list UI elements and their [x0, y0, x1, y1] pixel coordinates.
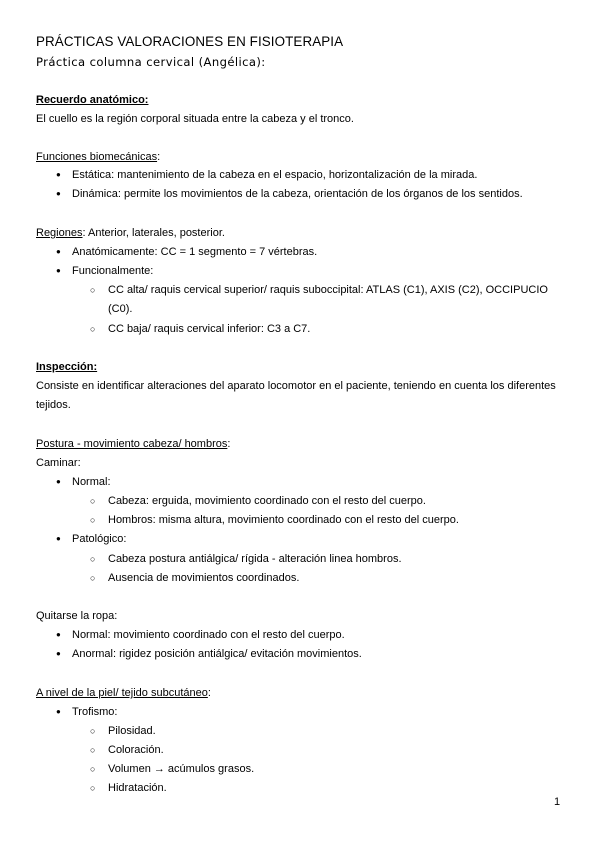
sub-list-item-continuation: (C0).	[108, 303, 133, 315]
funciones-heading-colon: :	[157, 151, 161, 163]
bullet-icon	[56, 168, 61, 182]
piel-heading-text: A nivel de la piel/ tejido subcutáneo	[36, 687, 208, 699]
regiones-heading-text: Regiones	[36, 227, 83, 239]
hollow-bullet-icon	[90, 283, 95, 298]
section-heading-postura	[36, 437, 230, 451]
section-heading-funciones	[36, 150, 160, 164]
list-item: Normal: movimiento coordinado con el resto del cuerpo.	[72, 629, 345, 641]
postura-heading-text: Postura - movimiento cabeza/ hombros	[36, 438, 228, 450]
bullet-icon	[56, 705, 61, 719]
sub-list-item: Hidratación.	[108, 782, 167, 794]
piel-heading-colon: :	[207, 687, 211, 699]
bullet-icon	[56, 187, 61, 201]
list-item: Trofismo:	[72, 706, 118, 718]
hollow-bullet-icon	[90, 322, 95, 337]
hollow-bullet-icon	[90, 743, 95, 758]
sub-list-item: Hombros: misma altura, movimiento coordinado con el resto del cuerpo.	[108, 514, 459, 526]
hollow-bullet-icon	[90, 552, 95, 567]
sub-list-item: Pilosidad.	[108, 725, 156, 737]
sub-list-item: Volumen → acúmulos grasos.	[108, 763, 255, 775]
list-item: Dinámica: permite los movimientos de la cabeza, orientación de los órganos de los sentidos.	[72, 188, 523, 200]
page-title: PRÁCTICAS VALORACIONES EN FISIOTERAPIA	[36, 34, 344, 49]
bullet-icon	[56, 264, 61, 278]
bullet-icon	[56, 647, 61, 661]
sub-list-item: Cabeza: erguida, movimiento coordinado con el resto del cuerpo.	[108, 495, 426, 507]
regiones-heading-rest: : Anterior, laterales, posterior.	[82, 227, 225, 239]
bullet-icon	[56, 475, 61, 489]
list-item: Funcionalmente:	[72, 265, 154, 277]
postura-heading-colon: :	[227, 438, 231, 450]
hollow-bullet-icon	[90, 513, 95, 528]
label-quitarse-ropa: Quitarse la ropa:	[36, 610, 118, 622]
list-item: Patológico:	[72, 533, 127, 545]
hollow-bullet-icon	[90, 494, 95, 509]
funciones-heading-text: Funciones biomecánicas	[36, 151, 158, 163]
sub-list-item: CC alta/ raquis cervical superior/ raquis suboccipital: ATLAS (C1), AXIS (C2), OCCIPUCIO	[108, 284, 548, 296]
hollow-bullet-icon	[90, 724, 95, 739]
hollow-bullet-icon	[90, 781, 95, 796]
section-heading-inspeccion: Inspección:	[36, 361, 98, 373]
list-item: Anormal: rigidez posición antiálgica/ evitación movimientos.	[72, 648, 362, 660]
bullet-icon	[56, 628, 61, 642]
page-subtitle: Práctica columna cervical (Angélica):	[36, 55, 266, 69]
list-item: Anatómicamente: CC = 1 segmento = 7 vértebras.	[72, 246, 318, 258]
section-heading-recuerdo: Recuerdo anatómico:	[36, 94, 149, 106]
paragraph-inspeccion-line1: Consiste en identificar alteraciones del aparato locomotor en el paciente, teniendo en cuenta los diferentes	[36, 380, 556, 392]
hollow-bullet-icon	[90, 762, 95, 777]
sub-list-item: Ausencia de movimientos coordinados.	[108, 572, 300, 584]
sub-list-item: CC baja/ raquis cervical inferior: C3 a C7.	[108, 323, 311, 335]
sub-list-item: Cabeza postura antiálgica/ rígida - alteración linea hombros.	[108, 553, 402, 565]
paragraph-recuerdo: El cuello es la región corporal situada entre la cabeza y el tronco.	[36, 113, 354, 125]
list-item: Estática: mantenimiento de la cabeza en el espacio, horizontalización de la mirada.	[72, 169, 478, 181]
label-caminar: Caminar:	[36, 457, 81, 469]
section-heading-regiones	[36, 226, 225, 240]
bullet-icon	[56, 532, 61, 546]
hollow-bullet-icon	[90, 571, 95, 586]
sub-list-item: Coloración.	[108, 744, 164, 756]
list-item: Normal:	[72, 476, 111, 488]
paragraph-inspeccion-line2: tejidos.	[36, 399, 71, 411]
bullet-icon	[56, 245, 61, 259]
section-heading-piel	[36, 686, 211, 700]
page-number: 1	[554, 796, 561, 808]
